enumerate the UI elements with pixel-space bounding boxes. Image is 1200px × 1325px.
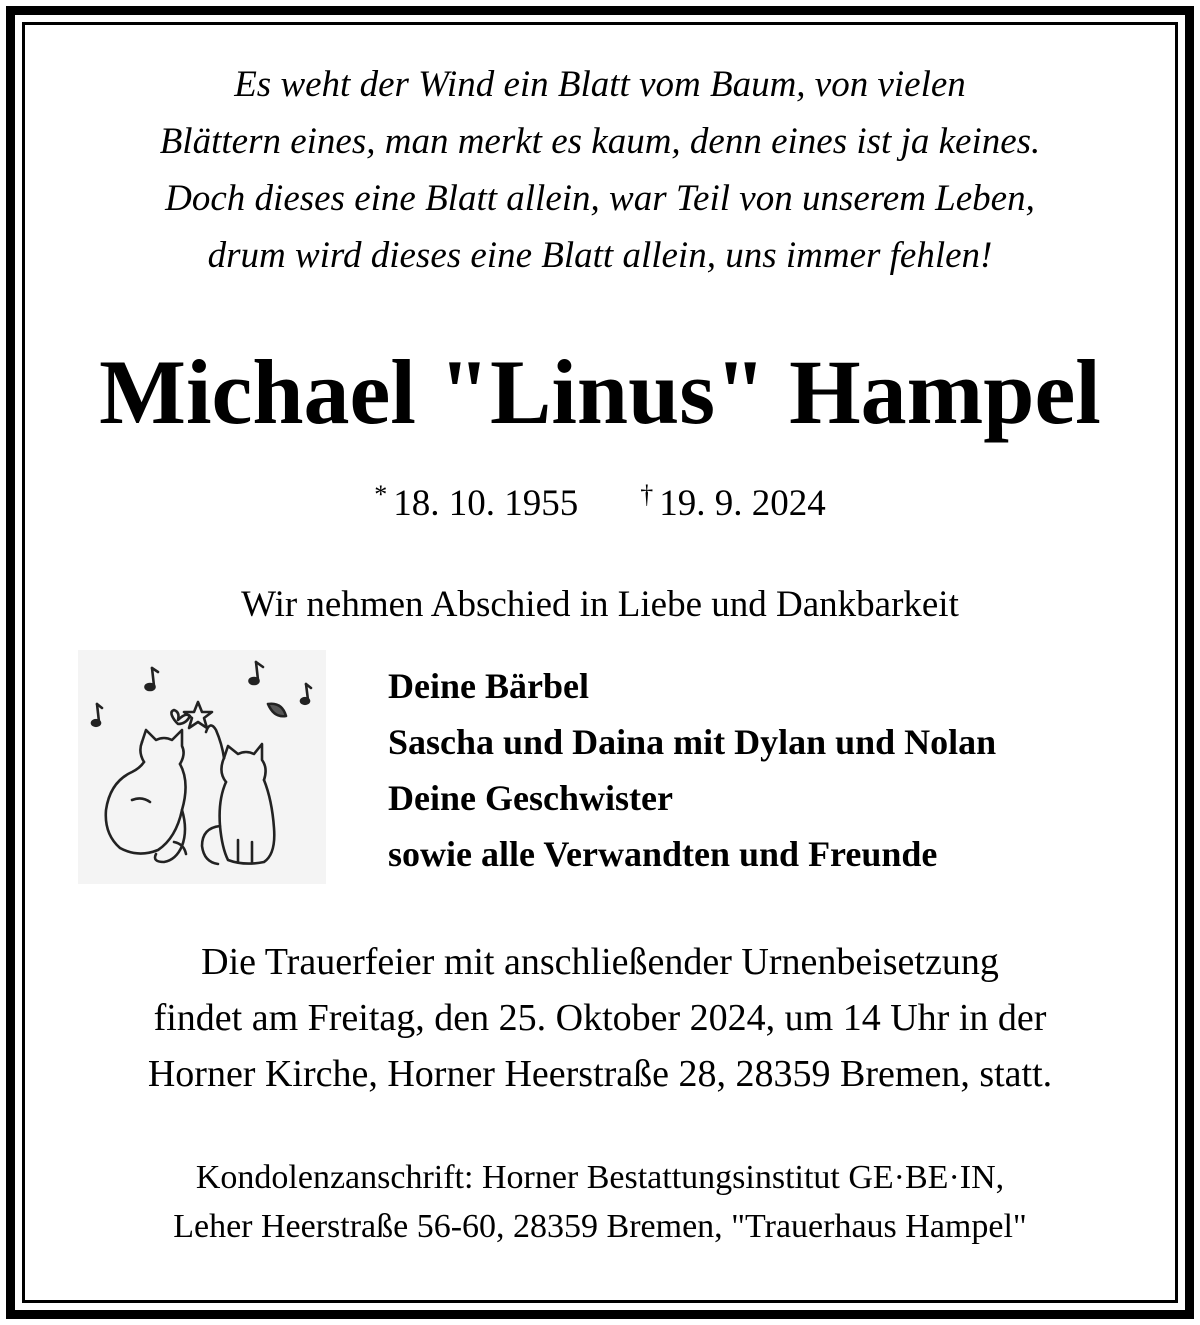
mourners-list [388,658,1148,882]
poem-line: Es weht der Wind ein Blatt vom Baum, von vielen [234,64,966,105]
condolence-line: Kondolenzanschrift: Horner Bestattungsinstitut GE·BE·IN, [195,1159,1005,1196]
music-note-icon [250,662,264,684]
ceremony-line: findet am Freitag, den 25. Oktober 2024, um 14 Uhr in der [153,997,1047,1039]
mourner-line: Sascha und Daina mit Dylan und Nolan [388,722,997,762]
left-cat-drawing [106,730,186,862]
mourner-line: Deine Geschwister [388,778,673,818]
music-note-icon [92,704,102,726]
right-cat-drawing [202,725,274,864]
condolence-address [0,1153,1200,1251]
condolence-line: Leher Heerstraße 56-60, 28359 Bremen, "Trauerhaus Hampel" [173,1208,1027,1245]
two-cats-with-music-notes-illustration [78,650,326,884]
birth-date: 18. 10. 1955 [393,483,579,524]
mourner-line: sowie alle Verwandten und Freunde [388,834,938,874]
birth-star-icon: * [374,480,388,509]
farewell-text: Wir nehmen Abschied in Liebe und Dankbarkeit [241,584,959,625]
music-note-icon [146,668,159,690]
ceremony-info [0,934,1200,1102]
poem-line: Doch dieses eine Blatt allein, war Teil von unserem Leben, [165,178,1035,219]
poem-line: drum wird dieses eine Blatt allein, uns immer fehlen! [207,235,993,276]
ceremony-line: Die Trauerfeier mit anschließender Urnenbeisetzung [201,941,999,983]
poem-line: Blättern eines, man merkt es kaum, denn eines ist ja keines. [159,121,1041,162]
music-note-icon [301,684,311,704]
ceremony-line: Horner Kirche, Horner Heerstraße 28, 28359 Bremen, statt. [147,1053,1053,1095]
poem [0,56,1200,284]
deceased-name: Michael "Linus" Hampel [99,341,1101,443]
death-date: 19. 9. 2024 [659,483,826,524]
death-cross-icon: † [640,480,654,509]
leaf-icon [268,704,286,717]
life-dates [0,470,1200,529]
mourner-line: Deine Bärbel [388,666,589,706]
